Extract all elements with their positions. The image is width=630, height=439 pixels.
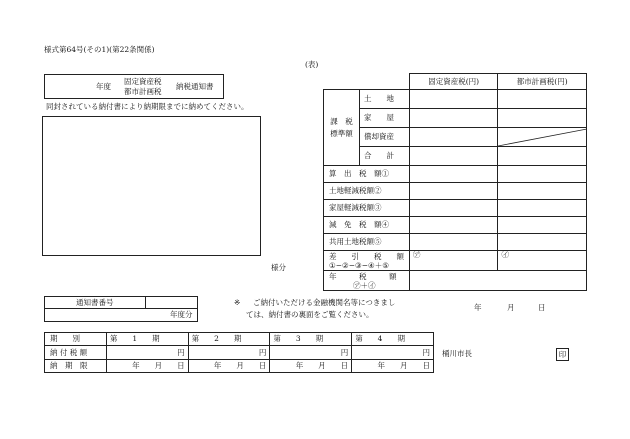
table-corner (324, 74, 410, 90)
annual-tax-formula: ㋐＋㋑ (353, 280, 376, 290)
base-row-land: 土 地 (359, 90, 409, 109)
cell-city (498, 90, 587, 109)
cell-fixed (409, 109, 498, 128)
side-label: (表) (305, 60, 319, 69)
row-exemption: 減 免 税 額④ (324, 217, 410, 234)
amount-yen: 円 (106, 346, 188, 360)
cell-fixed (409, 128, 498, 147)
row-annual-tax (324, 271, 410, 291)
date-month: 月 (507, 303, 515, 312)
date-year: 年 (474, 303, 482, 312)
official-seal: 印 (556, 348, 569, 361)
deadline-date: 年 月 日 (188, 360, 270, 373)
tax-table (323, 73, 587, 291)
cell-city (498, 200, 587, 217)
cell-fixed (409, 166, 498, 183)
deadline-date: 年 月 日 (106, 360, 188, 373)
row-calculated-tax: 算 出 税 額① (324, 166, 410, 183)
payment-table (44, 332, 434, 373)
cell-fixed (409, 147, 498, 166)
note-line-2: ては、納付書の裏面をご覧ください。 (246, 310, 374, 319)
diagonal-strike (498, 128, 587, 147)
net-tax-label: 差 引 税 額 (329, 251, 404, 261)
title-box (44, 74, 224, 99)
mark-i: ㋑ (501, 250, 509, 259)
note-line-1: ご納付いただける金融機関名等につきまし (253, 298, 396, 307)
city-planning-tax-label: 都市計画税 (124, 87, 162, 96)
base-row-total: 合 計 (359, 147, 409, 166)
cell-city (498, 109, 587, 128)
cell-fixed (409, 217, 498, 234)
row-land-reduction: 土地軽減税額② (324, 183, 410, 200)
notice-number-label: 通知書番号 (76, 298, 114, 307)
cell-city (498, 234, 587, 251)
cell-city (498, 166, 587, 183)
period-3: 第 3 期 (270, 333, 352, 346)
amount-yen: 円 (188, 346, 270, 360)
notice-number-divider-v (145, 297, 146, 309)
form-number: 様式第64号(その1)(第22条関係) (44, 45, 155, 54)
base-row-house: 家 屋 (359, 109, 409, 128)
addressee-suffix: 様分 (271, 263, 286, 272)
amount-header: 納 付 税 額 (45, 346, 107, 360)
cell-city (498, 147, 587, 166)
row-shared-land: 共用土地税額⑤ (324, 234, 410, 251)
cell-fixed (409, 234, 498, 251)
issuer-name: 桶川市長 (442, 349, 472, 358)
period-4: 第 4 期 (352, 333, 434, 346)
address-box (42, 116, 261, 256)
net-tax-formula: ①−②−③−④＋⑤ (329, 260, 389, 270)
col-header-city: 都市計画税(円) (498, 74, 587, 90)
row-house-reduction: 家屋軽減税額③ (324, 200, 410, 217)
period-2: 第 2 期 (188, 333, 270, 346)
fixed-asset-tax-label: 固定資産税 (124, 77, 162, 86)
notice-number-box (44, 296, 198, 322)
instruction-text: 同封されている納付書により納期限までに納めてください。 (46, 102, 249, 111)
tax-base-label-1: 課 税 (330, 117, 353, 127)
note-mark: ※ (234, 298, 241, 307)
notice-number-year: 年度分 (170, 310, 193, 319)
fiscal-year-label: 年度 (96, 82, 111, 91)
tax-base-label-2: 標準額 (330, 128, 353, 138)
deadline-date: 年 月 日 (270, 360, 352, 373)
period-1: 第 1 期 (106, 333, 188, 346)
col-header-fixed: 固定資産税(円) (409, 74, 498, 90)
net-tax-city-cell (498, 251, 587, 271)
net-tax-fixed-cell (409, 251, 498, 271)
amount-yen: 円 (352, 346, 434, 360)
annual-tax-label: 年 税 額 (329, 271, 397, 281)
notice-number-divider-h (45, 308, 197, 309)
cell-fixed (409, 90, 498, 109)
cell-city (498, 183, 587, 200)
cell-fixed (409, 183, 498, 200)
cell-fixed (409, 200, 498, 217)
base-row-depreciable: 償却資産 (359, 128, 409, 147)
cell-city-disabled (498, 128, 587, 147)
row-net-tax (324, 251, 410, 271)
date-day: 日 (538, 303, 546, 312)
deadline-header: 納 期 限 (45, 360, 107, 373)
notice-title: 納税通知書 (176, 82, 214, 91)
cell-city (498, 217, 587, 234)
mark-a: ㋐ (412, 250, 421, 259)
annual-tax-cell (409, 271, 586, 291)
tax-base-group (324, 90, 360, 166)
period-header: 期 別 (45, 333, 107, 346)
deadline-date: 年 月 日 (352, 360, 434, 373)
amount-yen: 円 (270, 346, 352, 360)
